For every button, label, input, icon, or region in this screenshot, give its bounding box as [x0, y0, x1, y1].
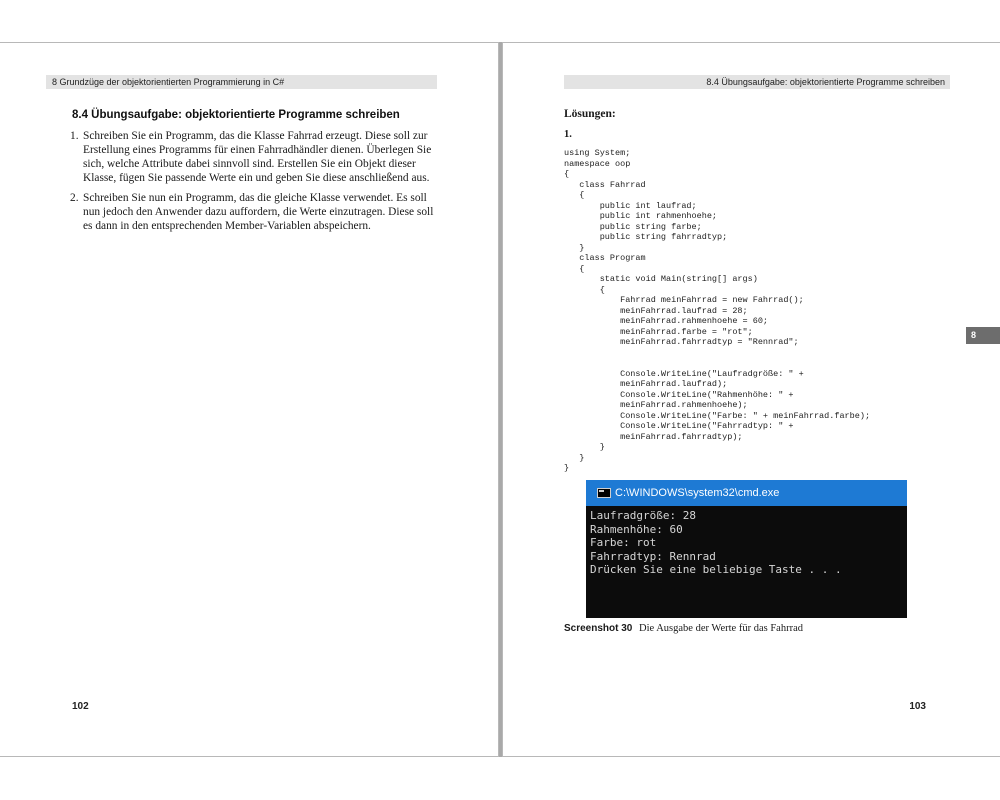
code-line: using System; — [564, 148, 631, 158]
code-line: meinFahrrad.fahrradtyp = "Rennrad"; — [564, 337, 799, 347]
console-line: Farbe: rot — [590, 536, 657, 549]
code-line: } — [564, 442, 605, 452]
left-page — [0, 42, 499, 757]
exercise-number: 2. — [70, 192, 79, 204]
chapter-tab: 8 — [966, 327, 1000, 344]
code-line: meinFahrrad.laufrad = 28; — [564, 305, 748, 316]
exercise-item — [70, 129, 438, 185]
running-head-right: 8.4 Übungsaufgabe: objektorientierte Programme schreiben — [564, 75, 950, 89]
caption-text: Die Ausgabe der Werte für das Fahrrad — [639, 623, 803, 634]
right-page — [502, 42, 1000, 757]
code-line: { — [564, 190, 585, 200]
cmd-window-screenshot — [586, 480, 907, 618]
code-line: } — [564, 452, 585, 463]
code-line: Console.WriteLine("Fahrradtyp: " + — [564, 421, 794, 431]
cmd-title-bar — [586, 480, 907, 506]
caption-label: Screenshot 30 — [564, 623, 633, 634]
section-title: 8.4 Übungsaufgabe: objektorientierte Programme schreiben — [72, 109, 400, 121]
page-number-left: 102 — [72, 701, 89, 712]
code-line: class Fahrrad — [564, 179, 646, 190]
code-line — [564, 358, 944, 369]
solutions-heading: Lösungen: — [564, 108, 616, 120]
code-line: { — [564, 169, 570, 179]
figure-caption — [564, 623, 803, 634]
console-line: Laufradgröße: 28 — [590, 509, 696, 522]
console-output — [586, 506, 907, 577]
console-line: Rahmenhöhe: 60 — [590, 522, 683, 536]
code-line: meinFahrrad.fahrradtyp); — [564, 431, 743, 442]
code-line: static void Main(string[] args) — [564, 274, 758, 284]
code-line: } — [564, 242, 585, 253]
code-line: { — [564, 263, 585, 274]
cmd-window-title: C:\WINDOWS\system32\cmd.exe — [615, 487, 780, 499]
code-line: meinFahrrad.rahmenhoehe = 60; — [564, 316, 769, 326]
exercise-text: Schreiben Sie ein Programm, das die Klasse Fahrrad erzeugt. Diese soll zur Erstellung eines Programms für einen Fahrradhändler dienen. Überlegen Sie sich, welche Attribute dabei sinnvoll sind. Erstellen Sie ein Objekt dieser Klasse, fügen Sie passende Werte ein und geben Sie diese anschließend aus. — [83, 130, 432, 184]
exercise-number: 1. — [70, 130, 79, 142]
page-number-right: 103 — [909, 701, 926, 712]
code-line: Console.WriteLine("Farbe: " + meinFahrrad.farbe); — [564, 410, 871, 421]
exercise-item — [70, 191, 438, 233]
code-line: class Program — [564, 253, 646, 263]
console-line: Drücken Sie eine beliebige Taste . . . — [590, 563, 842, 576]
console-icon — [597, 488, 611, 498]
code-line: meinFahrrad.laufrad); — [564, 379, 728, 389]
code-line: meinFahrrad.farbe = "rot"; — [564, 326, 753, 337]
code-line: Fahrrad meinFahrrad = new Fahrrad(); — [564, 295, 804, 305]
code-line: public int rahmenhoehe; — [564, 211, 718, 221]
code-line: Console.WriteLine("Laufradgröße: " + — [564, 368, 804, 379]
exercise-text: Schreiben Sie nun ein Programm, das die gleiche Klasse verwendet. Es soll nun jedoch den Anwender dazu auffordern, die Werte einzutragen. Diese soll es dann in den entsprechenden Member-Variablen abspeichern. — [83, 192, 434, 232]
running-head-left: 8 Grundzüge der objektorientierten Programmierung in C# — [46, 75, 437, 89]
code-line: { — [564, 284, 605, 295]
code-line: meinFahrrad.rahmenhoehe); — [564, 400, 748, 410]
code-line: Console.WriteLine("Rahmenhöhe: " + — [564, 389, 794, 400]
code-line: namespace oop — [564, 158, 631, 169]
console-line: Fahrradtyp: Rennrad — [590, 549, 716, 563]
code-line: } — [564, 463, 570, 473]
code-line — [564, 348, 944, 359]
code-listing — [564, 148, 944, 474]
exercise-list — [70, 129, 438, 239]
solution-number: 1. — [564, 129, 572, 140]
code-line: public string fahrradtyp; — [564, 232, 728, 242]
code-line: public int laufrad; — [564, 200, 697, 211]
code-line: public string farbe; — [564, 221, 702, 232]
